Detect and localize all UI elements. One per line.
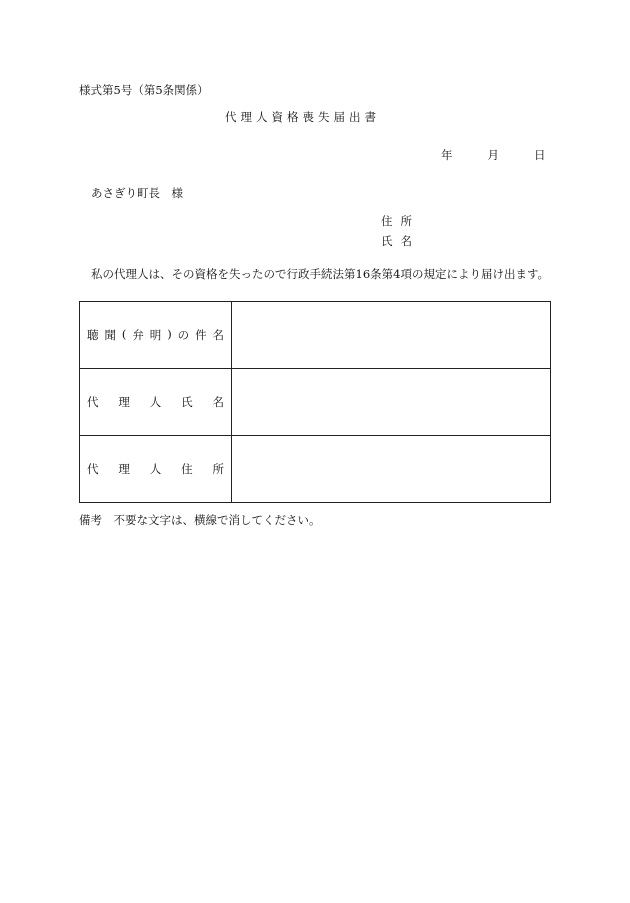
date-month-label: 月 xyxy=(487,148,499,162)
row-label: 代 理 人 住 所 xyxy=(80,436,232,503)
statement-text: 私の代理人は、その資格を失ったので行政手続法第16条第4項の規定により届け出ます。 xyxy=(91,267,550,281)
table-row-hearing-subject xyxy=(80,302,551,369)
form-table xyxy=(79,301,551,503)
form-number: 様式第5号（第5条関係） xyxy=(79,83,209,97)
document-title: 代理人資格喪失届出書 xyxy=(225,110,380,124)
table-row-agent-name xyxy=(80,369,551,436)
row-label: 聴 聞 ( 弁 明 ) の 件 名 xyxy=(80,302,232,369)
agent-name-field[interactable] xyxy=(232,369,551,436)
applicant-name-label: 氏名 xyxy=(381,234,420,248)
date-line xyxy=(441,147,546,163)
date-year-label: 年 xyxy=(441,148,453,162)
remarks-text: 備考 不要な文字は、横線で消してください。 xyxy=(79,513,321,527)
applicant-block xyxy=(381,211,420,251)
hearing-subject-field[interactable] xyxy=(232,302,551,369)
agent-address-field[interactable] xyxy=(232,436,551,503)
table-row-agent-address xyxy=(80,436,551,503)
addressee: あさぎり町長 様 xyxy=(91,186,183,200)
row-label: 代 理 人 氏 名 xyxy=(80,369,232,436)
applicant-address-label: 住所 xyxy=(381,214,420,228)
date-day-label: 日 xyxy=(534,148,546,162)
